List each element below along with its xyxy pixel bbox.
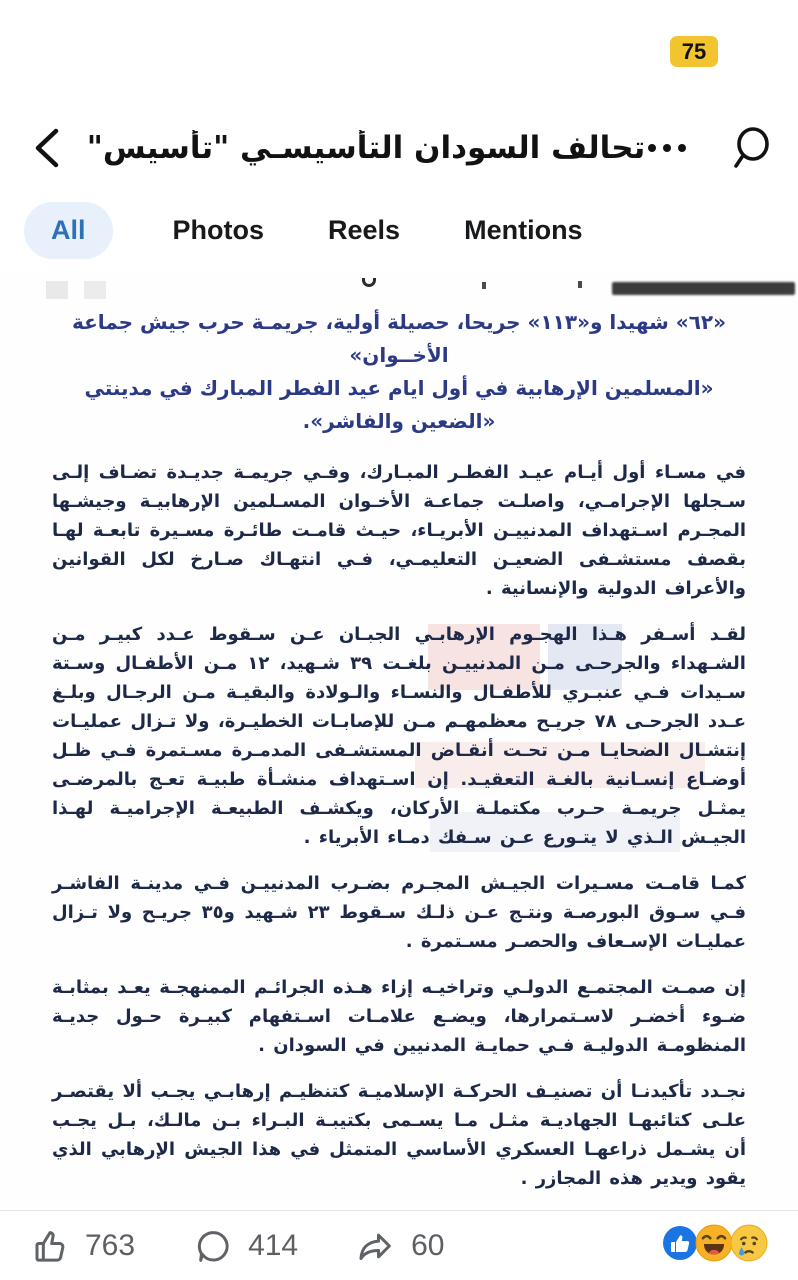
comment-button[interactable] [193, 1226, 298, 1266]
share-count: 60 [411, 1228, 445, 1262]
dot-icon [663, 144, 671, 152]
dot-icon [678, 144, 686, 152]
statement-headline-line1: «٦٢» شهيدا و«١١٣» جريحا، حصيلة أولية، جريمـة حرب جيش جماعة الأخــوان» [71, 310, 727, 367]
statement-headline-line2: «المسلمين الإرهابية في أول ايام عيد الفطر المبارك في مدينتي «الضعين والفاشر». [84, 376, 714, 433]
reaction-haha-icon [695, 1224, 733, 1267]
reactions-summary[interactable] [665, 1224, 768, 1267]
reaction-like-icon [662, 1225, 698, 1266]
search-icon [729, 125, 771, 171]
comment-icon [193, 1226, 233, 1266]
statement-paragraph: كمـا قامـت مسـيرات الجيـش المجـرم بضـرب المدنييـن فـي مدينـة الفاشـر فـي سـوق البورصـة ونتـج عـن ذلـك سـقوط ٢٣ شـهيد و٣٥ جريـح ولا تـزال عمليـات الإسـعاف والحصـر مسـتمرة . [52, 873, 747, 952]
share-button[interactable] [356, 1226, 444, 1266]
reaction-sad-icon [730, 1224, 768, 1267]
back-button[interactable] [30, 123, 76, 173]
share-icon [356, 1226, 396, 1266]
like-button[interactable] [30, 1226, 135, 1266]
more-options-button[interactable] [648, 144, 686, 152]
statement-paragraph: في مسـاء أول أيـام عيـد الفطـر المبـارك، وفـي جريمـة جديـدة تضـاف إلـى سـجلها الإجرامـي، واصلـت جماعـة الأخـوان المسـلمين الإرهابيـة وجيشـها المجـرم اسـتهداف المدنييـن الأبريـاء، حيـث قامـت طائـرة مسـيرة تابعـة لهـا بقصف مستشـفى الضعيـن التعليمـي، فـي انتهـاك صـارخ لكل القوانين والأعراف الدولية والإنسانية . [52, 462, 746, 599]
post-document-image[interactable] [0, 272, 798, 1210]
page-header [0, 108, 798, 188]
status-badge [670, 36, 718, 67]
status-bar [0, 0, 798, 108]
tab-mentions[interactable]: Mentions [464, 214, 583, 245]
filter-tabs [0, 188, 798, 272]
page-title: تحالف السودان التأسيسـي "تأسيس" [86, 130, 646, 166]
search-button[interactable] [728, 124, 772, 172]
statement-paragraph: نجـدد تأكيدنـا أن تصنيـف الحركـة الإسلاميـة كتنظيـم إرهابـي يجـب ألا يقتصـر علـى كتائبهـا الجهاديـة مثـل مـا يسـمى بكتيبـة البـراء بـن مالـك، بـل يجـب أن يشـمل ذراعهـا العسكري الأساسي المتمثل في هذا الجيش الإرهابي الذي يقود ويدير هذه المجازر . [52, 1081, 746, 1189]
comment-count: 414 [248, 1228, 299, 1262]
chevron-left-icon [30, 123, 64, 173]
statement-headline [52, 306, 746, 438]
dot-icon [648, 144, 656, 152]
engagement-bar [0, 1210, 798, 1280]
tab-reels[interactable]: Reels [328, 214, 401, 245]
thumbs-up-icon [30, 1226, 70, 1266]
like-count: 763 [85, 1228, 136, 1262]
statement-paragraph: لقـد أسـفر هـذا الهجـوم الإرهابـي الجبـان عـن سـقوط عـدد كبيـر مـن الشـهداء والجرحـى مـن المدنييـن بلغـت ٣٩ شـهيد، ١٢ مـن الأطفـال وسـتة سـيدات فـي عنبـري للأطفـال والنسـاء والـولادة والبقيـة مـن الرجـال وبلـغ عـدد الجرحـى ٧٨ جريـح معظمهـم مـن للإصابـات الخطيـرة، ولا تـزال عمليـات إنتشـال الضحايـا مـن تحـت أنقـاض المستشـفى المدمـرة مسـتمرة فـي ظـل أوضـاع إنسـانية بالغـة التعقيـد. إن اسـتهداف منشـأة طبيـة تعـج بالمرضـى يمثـل جريمـة حـرب مكتملـة الأركان، ويكشـف الطبيعـة الإجراميـة لهـذا الجيـش الـذي لا يتـورع عـن سـفك دمـاء الأبرياء . [52, 624, 746, 848]
tab-all[interactable]: All [24, 202, 113, 259]
statement-paragraph: إن صمـت المجتمـع الدولـي وتراخيـه إزاء هـذه الجرائـم الممنهجـة يعـد بمثابـة ضـوء أخضـر لاسـتمرارها، ويضـع علامـات اسـتفهام كبيـرة حـول جديـة المنظومـة الدوليـة فـي حمايـة المدنيين في السودان . [52, 977, 746, 1056]
status-badge-value: 75 [681, 38, 707, 64]
tab-photos[interactable]: Photos [172, 214, 265, 245]
